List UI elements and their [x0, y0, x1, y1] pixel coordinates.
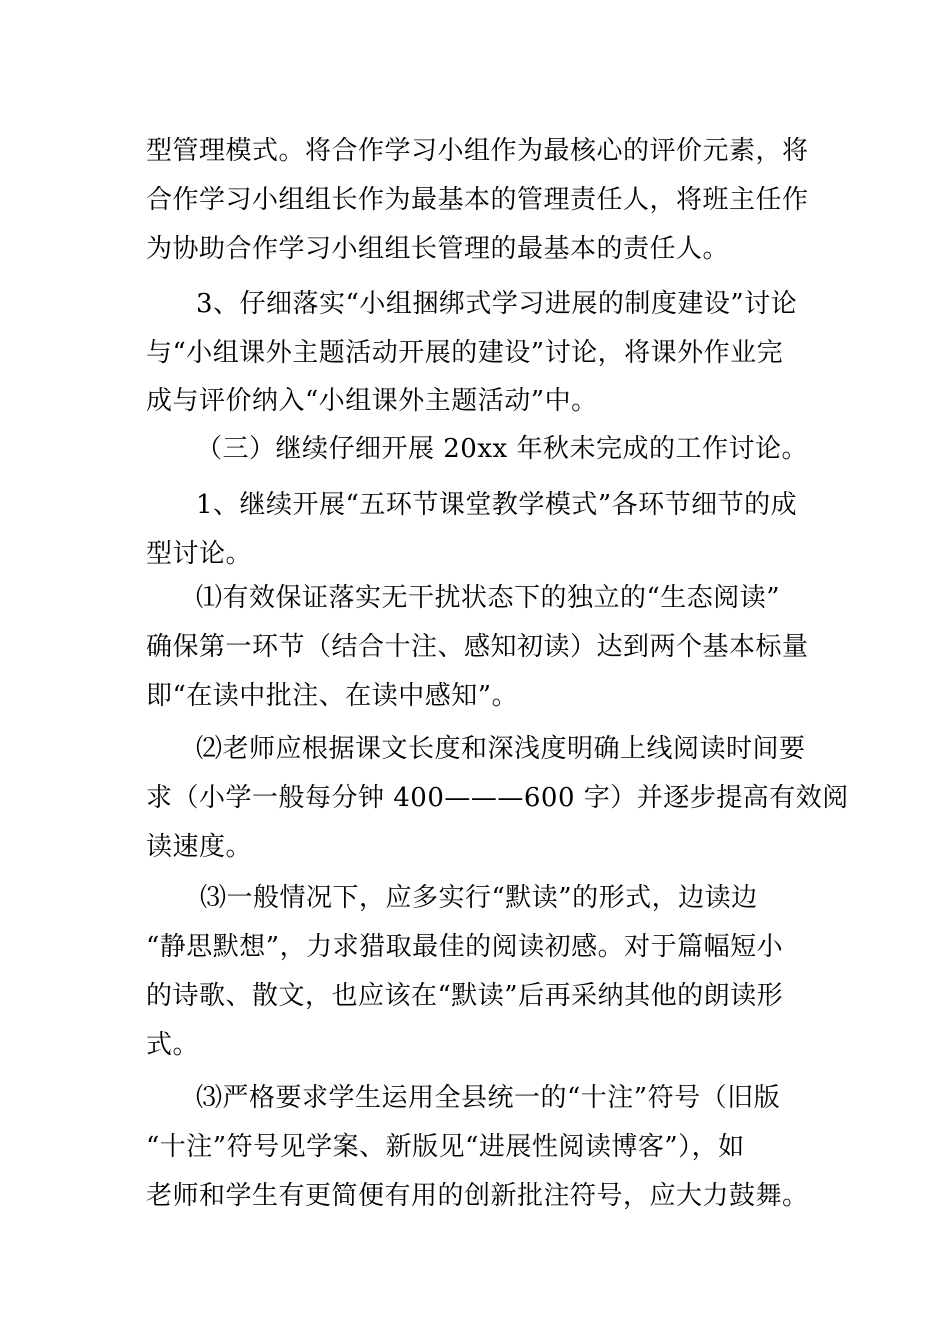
text-line: “静思默想”，力求猎取最佳的阅读初感。对于篇幅短小: [146, 932, 784, 962]
text-line: 为协助合作学习小组组长管理的最基本的责任人。: [146, 234, 730, 264]
text-line: 成与评价纳入“小组课外主题活动”中。: [146, 386, 598, 416]
text-line: 式。: [146, 1030, 200, 1060]
text-line: 型讨论。: [146, 539, 253, 569]
text-line: 的诗歌、散文，也应该在“默读”后再采纳其他的朗读形: [146, 981, 784, 1011]
text-line: 型管理模式。将合作学习小组作为最核心的评价元素，将: [146, 136, 809, 166]
text-line: 求（小学一般每分钟 400———600 字）并逐步提高有效阅: [146, 783, 849, 813]
text-line: ⑴有效保证落实无干扰状态下的独立的“生态阅读”: [196, 583, 781, 613]
text-line: “十注”符号见学案、新版见“进展性阅读博客”），如: [146, 1132, 745, 1162]
text-line: ⑶严格要求学生运用全县统一的“十注”符号（旧版: [196, 1083, 781, 1113]
text-line: 1、继续开展“五环节课堂教学模式”各环节细节的成: [196, 490, 798, 520]
text-line: 读速度。: [146, 832, 253, 862]
text-line: 即“在读中批注、在读中感知”。: [146, 681, 519, 711]
text-line: 合作学习小组组长作为最基本的管理责任人，将班主任作: [146, 185, 809, 215]
text-line: 老师和学生有更简便有用的创新批注符号，应大力鼓舞。: [146, 1181, 809, 1211]
text-line: 3、仔细落实“小组捆绑式学习进展的制度建设”讨论: [196, 289, 798, 319]
text-line: 确保第一环节（结合十注、感知初读）达到两个基本标量: [146, 632, 809, 662]
text-line: （三）继续仔细开展 20xx 年秋未完成的工作讨论。: [196, 434, 808, 464]
text-line: ⑶一般情况下，应多实行“默读”的形式，边读边: [200, 883, 758, 913]
text-line: ⑵老师应根据课文长度和深浅度明确上线阅读时间要: [196, 734, 806, 764]
text-line: 与“小组课外主题活动开展的建设”讨论，将课外作业完: [146, 338, 784, 368]
